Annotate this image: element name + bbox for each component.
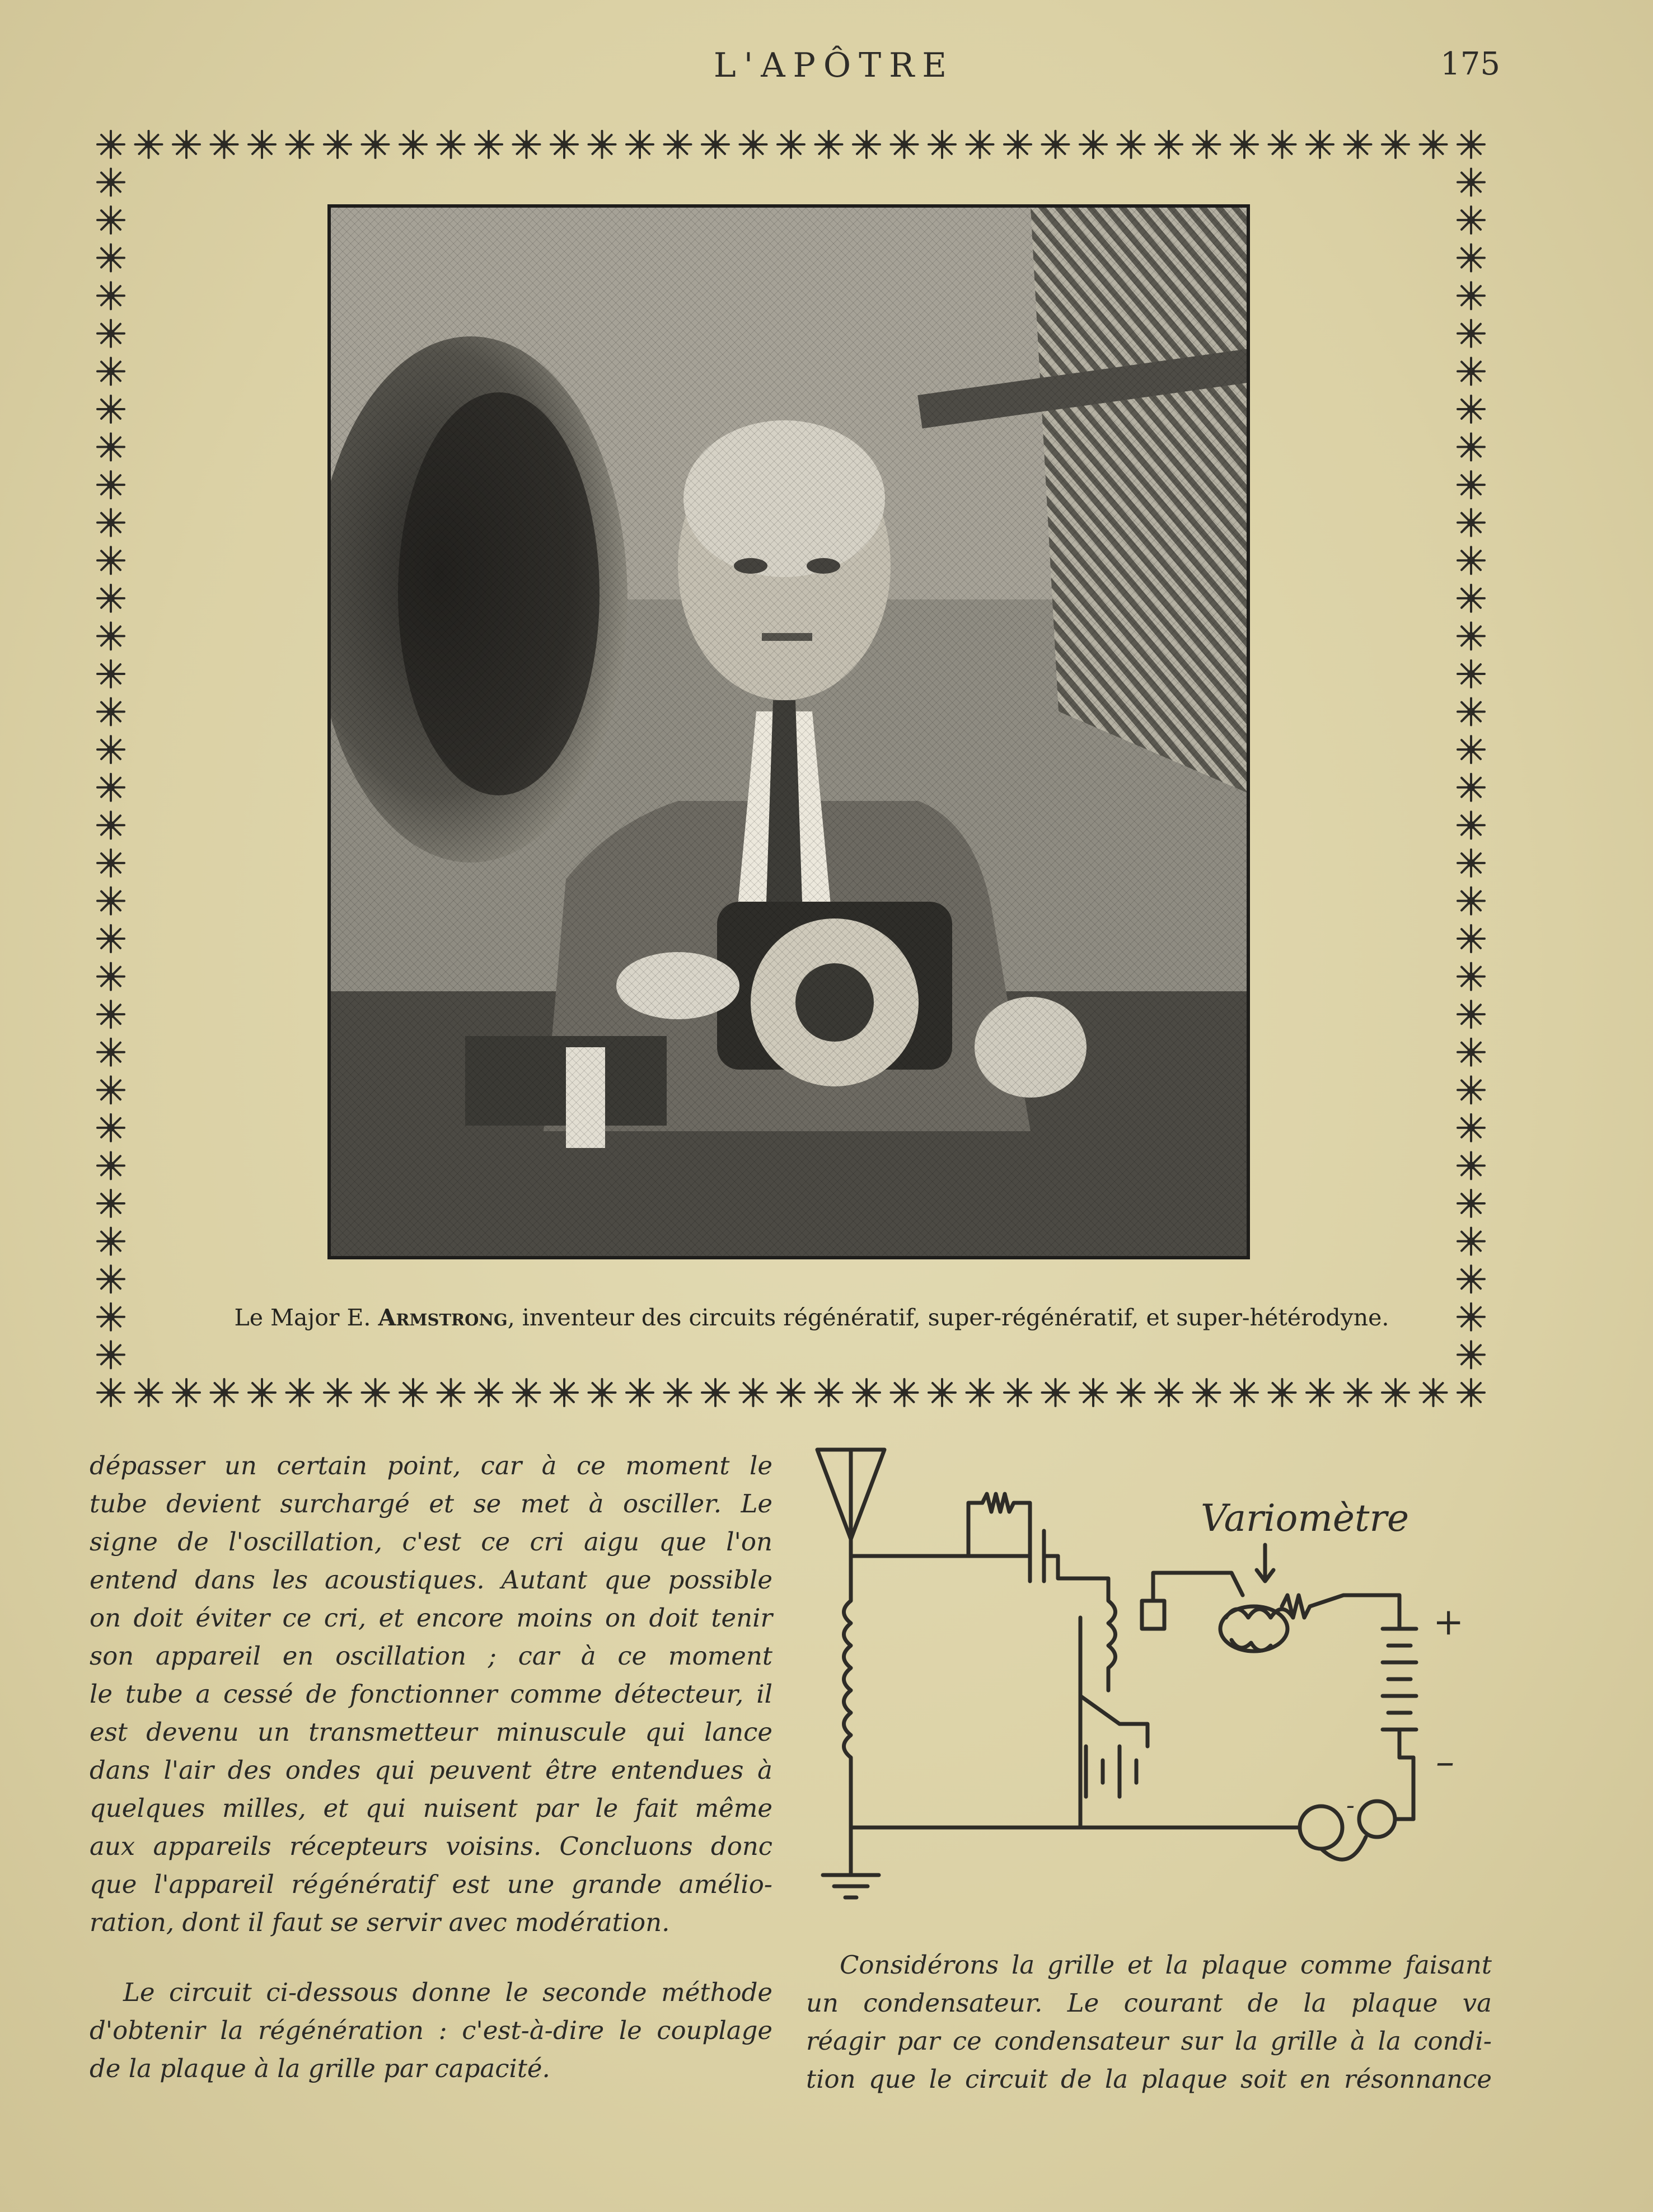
border-star-icon xyxy=(740,1379,767,1406)
text-line: Le circuit ci-dessous donne le seconde méthode xyxy=(123,1977,772,2007)
border-star-icon xyxy=(1382,1379,1409,1406)
border-star-icon xyxy=(97,699,124,725)
border-star-icon xyxy=(1382,131,1409,158)
running-header-title: L'APÔTRE xyxy=(713,46,955,85)
border-star-icon xyxy=(513,1379,540,1406)
border-star-icon xyxy=(1269,131,1296,158)
caption-suffix: , inventeur des circuits régénératif, super-régénératif, et super-hétérodyne. xyxy=(507,1304,1389,1331)
battery-b-icon xyxy=(1383,1629,1416,1730)
border-star-icon xyxy=(1458,1152,1485,1179)
border-star-icon xyxy=(1458,1001,1485,1028)
page-number: 175 xyxy=(1440,46,1500,82)
border-star-icon xyxy=(475,1379,502,1406)
border-star-icon xyxy=(249,1379,275,1406)
border-star-icon xyxy=(249,131,275,158)
border-star-icon xyxy=(400,1379,427,1406)
border-star-icon xyxy=(1458,282,1485,309)
border-star-icon xyxy=(287,1379,313,1406)
border-star-icon xyxy=(626,131,653,158)
border-star-icon xyxy=(664,131,691,158)
border-star-icon xyxy=(97,320,124,347)
border-star-icon xyxy=(551,131,578,158)
border-star-icon xyxy=(1420,1379,1447,1406)
border-star-icon xyxy=(97,963,124,990)
border-star-icon xyxy=(97,622,124,649)
border-star-icon xyxy=(1458,774,1485,801)
border-star-icon xyxy=(211,1379,238,1406)
border-star-icon xyxy=(967,1379,994,1406)
border-star-icon xyxy=(135,131,162,158)
border-star-icon xyxy=(135,1379,162,1406)
border-star-icon xyxy=(1004,1379,1031,1406)
border-star-icon xyxy=(967,131,994,158)
right-column-paragraph xyxy=(806,1946,1492,2098)
grid-leak-resistor-icon xyxy=(968,1494,1030,1556)
border-star-icon xyxy=(173,1379,200,1406)
border-star-icon xyxy=(97,169,124,196)
border-star-icon xyxy=(1458,1039,1485,1066)
border-star-icon xyxy=(1458,699,1485,725)
text-line: ration, dont il faut se servir avec modération. xyxy=(90,1908,670,1937)
border-star-icon xyxy=(1458,358,1485,385)
border-star-icon xyxy=(702,1379,729,1406)
border-star-icon xyxy=(1118,1379,1145,1406)
border-star-icon xyxy=(891,131,918,158)
border-star-icon xyxy=(97,1228,124,1255)
border-star-icon xyxy=(438,131,465,158)
border-star-icon xyxy=(1193,1379,1220,1406)
border-star-icon xyxy=(853,131,880,158)
border-star-icon xyxy=(702,131,729,158)
border-star-icon xyxy=(97,1114,124,1141)
border-star-icon xyxy=(97,547,124,574)
border-star-icon xyxy=(1193,131,1220,158)
left-column-paragraph-1 xyxy=(90,1447,772,1942)
border-star-icon xyxy=(97,1076,124,1103)
border-star-icon xyxy=(1155,131,1182,158)
border-star-icon xyxy=(1458,1379,1485,1406)
border-star-icon xyxy=(1458,1341,1485,1368)
border-star-icon xyxy=(1042,1379,1069,1406)
border-star-icon xyxy=(97,1341,124,1368)
border-star-icon xyxy=(589,1379,616,1406)
border-star-icon xyxy=(1458,812,1485,838)
border-star-icon xyxy=(1080,131,1107,158)
portrait-photo-image xyxy=(331,208,1250,1259)
border-star-icon xyxy=(362,131,389,158)
border-star-icon xyxy=(97,812,124,838)
border-star-icon xyxy=(97,1190,124,1217)
border-star-icon xyxy=(1458,320,1485,347)
text-line: dans l'air des ondes qui peuvent être entendues à xyxy=(90,1755,772,1785)
border-star-icon xyxy=(1458,963,1485,990)
border-star-icon xyxy=(778,1379,804,1406)
border-star-icon xyxy=(97,585,124,612)
border-star-icon xyxy=(97,850,124,877)
text-line: de la plaque à la grille par capacité. xyxy=(90,2054,550,2083)
portrait-photo xyxy=(327,204,1250,1259)
border-star-icon xyxy=(1458,509,1485,536)
border-star-icon xyxy=(1458,547,1485,574)
border-star-icon xyxy=(1269,1379,1296,1406)
text-line: dépasser un certain point, car à ce moment le xyxy=(90,1451,772,1480)
border-star-icon xyxy=(1004,131,1031,158)
border-star-icon xyxy=(1345,1379,1371,1406)
text-line: on doit éviter ce cri, et encore moins on doit tenir xyxy=(90,1603,772,1633)
border-star-icon xyxy=(97,925,124,952)
border-star-icon xyxy=(664,1379,691,1406)
border-star-icon xyxy=(97,1152,124,1179)
border-star-icon xyxy=(589,131,616,158)
left-column-paragraph-2 xyxy=(90,1974,772,2088)
border-star-icon xyxy=(551,1379,578,1406)
border-star-icon xyxy=(929,1379,956,1406)
caption-name: Armstrong xyxy=(378,1304,508,1331)
border-star-icon xyxy=(513,131,540,158)
inductor-coil-icon xyxy=(844,1564,851,1819)
border-star-icon xyxy=(1458,736,1485,763)
border-star-icon xyxy=(1420,131,1447,158)
text-line: aux appareils récepteurs voisins. Concluons donc xyxy=(90,1831,772,1861)
border-star-icon xyxy=(438,1379,465,1406)
border-star-icon xyxy=(1080,1379,1107,1406)
text-line: tube devient surchargé et se met à osciller. Le xyxy=(90,1489,772,1519)
border-star-icon xyxy=(97,245,124,271)
border-star-icon xyxy=(97,358,124,385)
border-star-icon xyxy=(816,1379,842,1406)
border-star-icon xyxy=(1231,1379,1258,1406)
text-line: que l'appareil régénératif est une grande amélio- xyxy=(90,1869,772,1899)
text-line: tion que le circuit de la plaque soit en résonnance xyxy=(806,2064,1492,2094)
text-line: son appareil en oscillation ; car à ce moment xyxy=(90,1641,772,1671)
border-star-icon xyxy=(97,1039,124,1066)
caption-prefix: Le Major E. xyxy=(234,1304,378,1331)
battery-a-icon xyxy=(1086,1746,1136,1797)
border-star-icon xyxy=(853,1379,880,1406)
border-star-icon xyxy=(97,1001,124,1028)
border-star-icon xyxy=(1458,660,1485,687)
border-star-icon xyxy=(1458,245,1485,271)
border-star-icon xyxy=(97,1304,124,1330)
border-star-icon xyxy=(626,1379,653,1406)
border-star-icon xyxy=(97,509,124,536)
border-star-icon xyxy=(816,131,842,158)
border-star-icon xyxy=(97,396,124,423)
variometer-label: Variomètre xyxy=(1201,1497,1410,1540)
border-star-icon xyxy=(324,1379,351,1406)
border-star-icon xyxy=(97,282,124,309)
border-star-icon xyxy=(1231,131,1258,158)
border-star-icon xyxy=(1155,1379,1182,1406)
text-line: d'obtenir la régénération : c'est-à-dire le couplage xyxy=(90,2016,772,2045)
figure-caption xyxy=(168,1304,1455,1331)
text-line: Considérons la grille et la plaque comme faisant xyxy=(840,1950,1492,1980)
border-star-icon xyxy=(1307,131,1333,158)
border-star-icon xyxy=(97,736,124,763)
border-star-icon xyxy=(1458,585,1485,612)
border-star-icon xyxy=(97,1266,124,1292)
border-star-icon xyxy=(1458,471,1485,498)
border-star-icon xyxy=(1458,131,1485,158)
border-star-icon xyxy=(173,131,200,158)
border-star-icon xyxy=(778,131,804,158)
border-star-icon xyxy=(1458,207,1485,233)
border-star-icon xyxy=(929,131,956,158)
border-star-icon xyxy=(1458,1304,1485,1330)
border-star-icon xyxy=(97,131,124,158)
border-star-icon xyxy=(1458,925,1485,952)
border-star-icon xyxy=(97,207,124,233)
border-star-icon xyxy=(97,660,124,687)
border-star-icon xyxy=(1118,131,1145,158)
plus-label: + xyxy=(1433,1600,1464,1643)
ground-icon xyxy=(823,1875,879,1897)
border-star-icon xyxy=(1042,131,1069,158)
border-star-icon xyxy=(97,471,124,498)
border-star-icon xyxy=(97,434,124,461)
variometer-icon xyxy=(1220,1606,1293,1651)
circuit-diagram xyxy=(806,1433,1500,1937)
border-star-icon xyxy=(1458,1114,1485,1141)
border-star-icon xyxy=(1458,169,1485,196)
border-star-icon xyxy=(97,1379,124,1406)
border-star-icon xyxy=(1458,1266,1485,1292)
border-star-icon xyxy=(97,887,124,914)
text-line: entend dans les acoustiques. Autant que possible xyxy=(90,1565,772,1595)
text-line: signe de l'oscillation, c'est ce cri aigu que l'on xyxy=(90,1527,772,1557)
border-star-icon xyxy=(1458,1190,1485,1217)
border-star-icon xyxy=(1458,850,1485,877)
border-star-icon xyxy=(211,131,238,158)
border-star-icon xyxy=(1307,1379,1333,1406)
border-star-icon xyxy=(740,131,767,158)
border-star-icon xyxy=(97,774,124,801)
border-star-icon xyxy=(1458,396,1485,423)
border-star-icon xyxy=(362,1379,389,1406)
minus-label: – xyxy=(1436,1740,1454,1783)
antenna-icon xyxy=(817,1450,884,1539)
border-star-icon xyxy=(287,131,313,158)
text-line: réagir par ce condensateur sur la grille à la condi- xyxy=(806,2026,1492,2056)
text-line: un condensateur. Le courant de la plaque va xyxy=(806,1988,1492,2018)
text-line: est devenu un transmetteur minuscule qui lance xyxy=(90,1717,772,1747)
minus-small-label: - xyxy=(1346,1791,1355,1820)
border-star-icon xyxy=(400,131,427,158)
border-star-icon xyxy=(1345,131,1371,158)
border-star-icon xyxy=(891,1379,918,1406)
text-line: le tube a cessé de fonctionner comme détecteur, il xyxy=(90,1679,772,1709)
border-star-icon xyxy=(1458,434,1485,461)
border-star-icon xyxy=(1458,622,1485,649)
border-star-icon xyxy=(475,131,502,158)
border-star-icon xyxy=(1458,1228,1485,1255)
text-line: quelques milles, et qui nuisent par le fait même xyxy=(90,1793,772,1823)
border-star-icon xyxy=(1458,1076,1485,1103)
border-star-icon xyxy=(1458,887,1485,914)
border-star-icon xyxy=(324,131,351,158)
